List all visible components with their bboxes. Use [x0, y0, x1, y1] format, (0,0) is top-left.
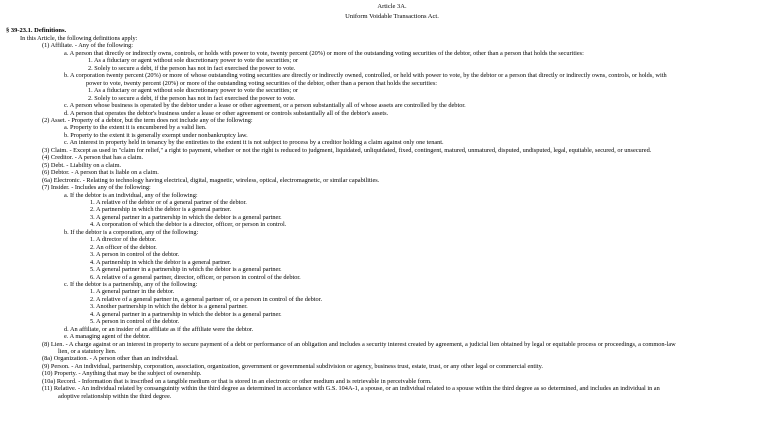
- definition-line: (11) Relative. - An individual related by consanguinity within the third degree as determined in accordance with G.S. 104A-1, a spouse, or an individual related to a spouse within the third degree as so determined, and includes an individual in an: [42, 385, 660, 393]
- definition-line: adoptive relationship within the third degree.: [58, 392, 172, 400]
- definition-line: c. An interest in property held in tenancy by the entireties to the extent it is not subject to process by a creditor holding a claim against only one tenant.: [64, 139, 444, 147]
- definition-line: power to vote, twenty percent (20%) or more of the outstanding voting securities of the debtor, other than a person that holds the securities:: [86, 79, 438, 87]
- definition-line: e. A managing agent of the debtor.: [64, 333, 151, 341]
- definition-line: (8) Lien. - A charge against or an interest in property to secure payment of a debt or performance of an obligation and includes a security interest created by agreement, a judicial lien obtained by legal or equitable process or proceedings, a common-law: [42, 340, 676, 348]
- definition-line: b. A corporation twenty percent (20%) or more of whose outstanding voting securities are directly or indirectly owned, controlled, or held with power to vote, by the debtor or a person that directly or indirectly owns, controls, or holds, with: [64, 72, 667, 80]
- definition-line: 3. A person in control of the debtor.: [90, 251, 180, 259]
- definition-line: 2. A partnership in which the debtor is a general partner.: [90, 206, 232, 214]
- definition-line: 1. A general partner in the debtor.: [90, 288, 175, 296]
- definition-line: 2. An officer of the debtor.: [90, 243, 157, 251]
- definition-line: 3. Another partnership in which the debtor is a general partner.: [90, 303, 248, 311]
- definition-line: c. A person whose business is operated by the debtor under a lease or other agreement, or a person substantially all of whose assets are controlled by the debtor.: [64, 102, 466, 110]
- definition-line: (8a) Organization. - A person other than an individual.: [42, 355, 179, 363]
- definition-line: 1. As a fiduciary or agent without sole discretionary power to vote the securities; or: [88, 57, 299, 65]
- definition-line: 6. A relative of a general partner, director, officer, or person in control of the debtor.: [90, 273, 301, 281]
- definition-line: d. An affiliate, or an insider of an affiliate as if the affiliate were the debtor.: [64, 325, 254, 333]
- definition-line: (2) Asset. - Property of a debtor, but the term does not include any of the following:: [42, 116, 253, 124]
- definition-line: a. If the debtor is an individual, any of the following:: [64, 191, 198, 199]
- definition-line: 4. A partnership in which the debtor is a general partner.: [90, 258, 232, 266]
- definition-line: a. Property to the extent it is encumbered by a valid lien.: [64, 124, 207, 132]
- definition-line: (7) Insider. - Includes any of the following:: [42, 184, 151, 192]
- section-intro: In this Article, the following definitions apply:: [20, 35, 138, 42]
- definition-line: (6a) Electronic. - Relating to technology having electrical, digital, magnetic, wireless, optical, electromagnetic, or similar capabilities.: [42, 176, 380, 184]
- definition-line: b. If the debtor is a corporation, any of the following:: [64, 228, 199, 236]
- definition-line: 3. A general partner in a partnership in which the debtor is a general partner.: [90, 213, 282, 221]
- definition-line: b. Property to the extent it is generally exempt under nonbankruptcy law.: [64, 131, 248, 139]
- definition-line: 1. As a fiduciary or agent without sole discretionary power to vote the securities; or: [88, 87, 299, 95]
- definition-line: (9) Person. - An individual, partnership, corporation, association, organization, government or governmental subdivision or agency, business trust, estate, trust, or any other legal or commercial entity.: [42, 362, 543, 370]
- definition-line: 4. A corporation of which the debtor is a director, officer, or person in control.: [90, 221, 287, 229]
- definition-line: c. If the debtor is a partnership, any of the following:: [64, 280, 198, 288]
- definition-line: (6) Debtor. - A person that is liable on a claim.: [42, 169, 159, 177]
- definition-line: 2. A relative of a general partner in, a general partner of, or a person in control of the debtor.: [90, 295, 323, 303]
- definition-line: (5) Debt. - Liability on a claim.: [42, 161, 122, 169]
- article-number: Article 3A.: [377, 3, 407, 10]
- article-title: Uniform Voidable Transactions Act.: [345, 13, 439, 20]
- definition-line: (10) Property. - Anything that may be the subject of ownership.: [42, 370, 202, 378]
- definition-line: (1) Affiliate. - Any of the following:: [42, 42, 133, 50]
- definitions-list: [6, 42, 778, 400]
- definition-line: 4. A general partner in a partnership in which the debtor is a general partner.: [90, 310, 282, 318]
- definition-line: 2. Solely to secure a debt, if the person has not in fact exercised the power to vote.: [88, 94, 296, 102]
- definition-line: (3) Claim. - Except as used in "claim for relief," a right to payment, whether or not the right is reduced to judgment, liquidated, unliquidated, fixed, contingent, matured, unmatured, disputed, undisputed, legal, equitable, secured, or unsecured.: [42, 146, 652, 154]
- definition-line: 1. A relative of the debtor or of a general partner of the debtor.: [90, 198, 247, 206]
- definition-line: (4) Creditor. - A person that has a claim.: [42, 154, 144, 162]
- definition-line: d. A person that operates the debtor's business under a lease or other agreement or controls substantially all of the debtor's assets.: [64, 109, 389, 117]
- definition-line: a. A person that directly or indirectly owns, controls, or holds with power to vote, twenty percent (20%) or more of the outstanding voting securities of the debtor, other than a person that holds the securities:: [64, 49, 584, 57]
- definition-line: 5. A general partner in a partnership in which the debtor is a general partner.: [90, 266, 282, 274]
- definition-line: (10a) Record. - Information that is inscribed on a tangible medium or that is stored in an electronic or other medium and is retrievable in perceivable form.: [42, 377, 432, 385]
- section-heading: § 39-23.1. Definitions.: [6, 27, 67, 34]
- definition-line: 1. A director of the debtor.: [90, 236, 157, 244]
- definition-line: 2. Solely to secure a debt, if the person has not in fact exercised the power to vote.: [88, 64, 296, 72]
- definition-line: lien, or a statutory lien.: [58, 348, 117, 356]
- definition-line: 5. A person in control of the debtor.: [90, 318, 180, 326]
